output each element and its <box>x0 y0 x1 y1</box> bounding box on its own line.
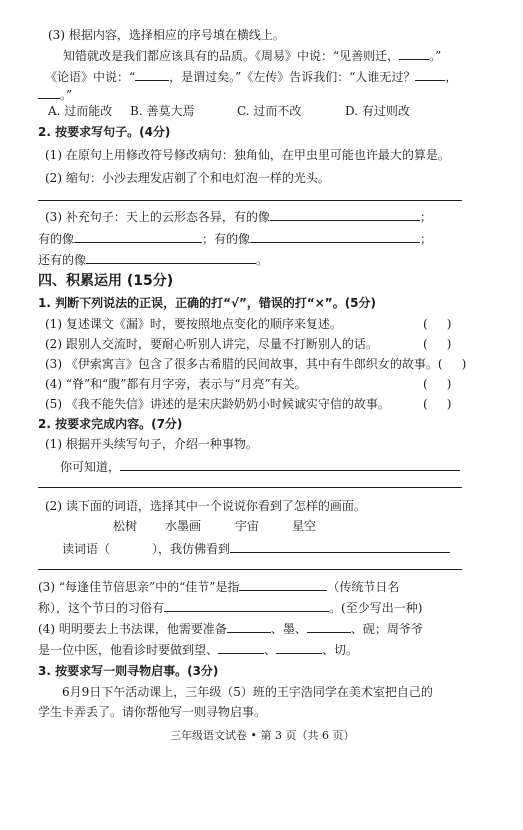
option-d: D. 有过则改 <box>345 104 410 118</box>
part-4-text: 、砚；周爷爷 <box>350 622 423 636</box>
word-option: 星空 <box>292 519 317 533</box>
answer-blank <box>399 47 429 60</box>
word-choice-space <box>110 541 152 553</box>
sentence-text: (3) 补充句子：天上的云形态各异，有的像 <box>45 210 270 224</box>
part-3-text: 。(至少写出一种) <box>329 601 423 615</box>
judgment-item-4: (4) “脊”和“腹”都有月字旁，表示与“月亮”有关。 <box>45 377 307 391</box>
part-2-prompt: (2) 读下面的词语，选择其中一个说说你看到了怎样的画面。 <box>45 499 366 513</box>
question-heading: 3. 按要求写一则寻物启事。(3分) <box>38 664 219 678</box>
answer-blank <box>270 208 420 221</box>
answer-bracket: ( ) <box>423 317 452 331</box>
answer-blank <box>250 230 420 243</box>
sentence-item-3-line-2 <box>38 230 432 247</box>
question-heading: 2. 按要求完成内容。(7分) <box>38 417 183 431</box>
sentence-item-1: (1) 在原句上用修改符号修改病句：独角仙，在甲虫里可能也许最大的算是。 <box>45 148 450 162</box>
sentence-item-2: (2) 缩句：小沙去理发店剃了个和电灯泡一样的光头。 <box>45 171 330 185</box>
answer-blank <box>239 578 327 591</box>
word-option: 松树 <box>113 519 138 533</box>
answer-line <box>38 569 462 570</box>
question-3-prompt: (3) 根据内容，选择相应的序号填在横线上。 <box>48 28 285 42</box>
answer-blank <box>218 641 264 654</box>
part-4-line-2 <box>38 641 358 658</box>
part-4-text: 、墨、 <box>270 622 307 636</box>
answer-blank <box>38 86 60 99</box>
part-1-prompt: (1) 根据开头续写句子，介绍一种事物。 <box>45 437 258 451</box>
judgment-item-2: (2) 跟别人交流时，要耐心听别人讲完，尽量不打断别人的话。 <box>45 337 378 351</box>
sentence-item-3 <box>45 208 432 225</box>
question-3-text: ， <box>445 70 458 84</box>
part-3-text: (3) “每逢佳节倍思亲”中的“佳节”是指 <box>38 580 240 594</box>
answer-line <box>38 200 462 201</box>
answer-bracket: ( ) <box>437 357 467 371</box>
notice-body-line-1: 6月9日下午活动课上，三年级（5）班的王宇浩同学在美术室把自己的 <box>62 685 433 699</box>
part-1-line <box>60 458 460 475</box>
part-3-text: （传统节日名 <box>327 580 400 594</box>
part-4-text: 、切。 <box>322 643 359 657</box>
answer-blank <box>86 251 256 264</box>
part-3-text: 称），这个节日的习俗有 <box>38 601 165 615</box>
answer-blank <box>227 620 271 633</box>
sentence-text: 还有的像 <box>38 253 87 267</box>
page-footer: 三年级语文试卷 • 第 3 页（共 6 页） <box>170 729 355 742</box>
part-3-line-2 <box>38 599 422 616</box>
answer-bracket: ( ) <box>423 337 452 351</box>
part-4-text: (4) 明明要去上书法课，他需要准备 <box>38 622 227 636</box>
question-3-line-2 <box>45 68 457 85</box>
sentence-text: ； <box>419 210 432 224</box>
question-heading: 1. 判断下列说法的正误，正确的打“√”，错误的打“×”。(5分) <box>38 296 377 310</box>
question-3-text: 《论语》中说：“ <box>45 70 136 84</box>
part-2-text: 读词语（ <box>62 542 111 556</box>
judgment-item-5: (5) 《我不能失信》讲述的是宋庆龄奶奶小时候诚实守信的故事。 <box>45 397 390 411</box>
question-3-line-3 <box>38 86 72 103</box>
part-4-text: 是一位中医，他看诊时要做到望、 <box>38 643 219 657</box>
sentence-text: ；有的像 <box>202 232 251 246</box>
question-3-text: 知错就改是我们都应该具有的品质。《周易》中说：“见善则迁， <box>63 49 400 63</box>
sentence-text: 有的像 <box>38 232 75 246</box>
part-4-line-1 <box>38 620 423 637</box>
question-heading: 2. 按要求写句子。(4分) <box>38 125 171 139</box>
question-3-text: 。” <box>60 88 73 102</box>
part-4-text: 、 <box>264 643 277 657</box>
part-2-line <box>62 540 450 557</box>
answer-bracket: ( ) <box>423 397 452 411</box>
answer-blank <box>276 641 322 654</box>
option-a: A. 过而能改 <box>48 104 113 118</box>
sentence-item-3-line-3 <box>38 251 268 268</box>
judgment-text: (3) 《伊索寓言》包含了很多古希腊的民间故事，其中有牛郎织女的故事。 <box>45 357 438 371</box>
word-option: 宇宙 <box>235 519 260 533</box>
part-3-line-1 <box>38 578 399 595</box>
option-c: C. 过而不改 <box>237 104 302 118</box>
question-3-text: ，是谓过矣。”《左传》告诉我们：“人谁无过？ <box>169 70 416 84</box>
sentence-text: 。 <box>256 253 269 267</box>
answer-blank <box>415 68 445 81</box>
answer-bracket: ( ) <box>423 377 452 391</box>
answer-line <box>38 487 462 488</box>
answer-blank <box>74 230 202 243</box>
part-2-text: ），我仿佛看到 <box>152 542 231 556</box>
option-b: B. 善莫大焉 <box>130 104 195 118</box>
question-3-text: 。” <box>429 49 442 63</box>
part-1-lead: 你可知道， <box>60 460 121 474</box>
section-title: 四、积累运用 (15分) <box>38 273 174 289</box>
answer-blank <box>307 620 351 633</box>
answer-blank <box>135 68 169 81</box>
judgment-item-3 <box>45 356 466 372</box>
judgment-item-1: (1) 复述课文《漏》时，要按照地点变化的顺序来复述。 <box>45 317 342 331</box>
notice-body-line-2: 学生卡弄丢了。请你帮他写一则寻物启事。 <box>38 705 267 719</box>
answer-blank <box>230 540 450 553</box>
answer-blank <box>164 599 329 612</box>
sentence-text: ； <box>420 232 433 246</box>
question-3-line-1 <box>63 47 441 64</box>
word-option: 水墨画 <box>165 519 202 533</box>
answer-blank <box>120 458 460 471</box>
